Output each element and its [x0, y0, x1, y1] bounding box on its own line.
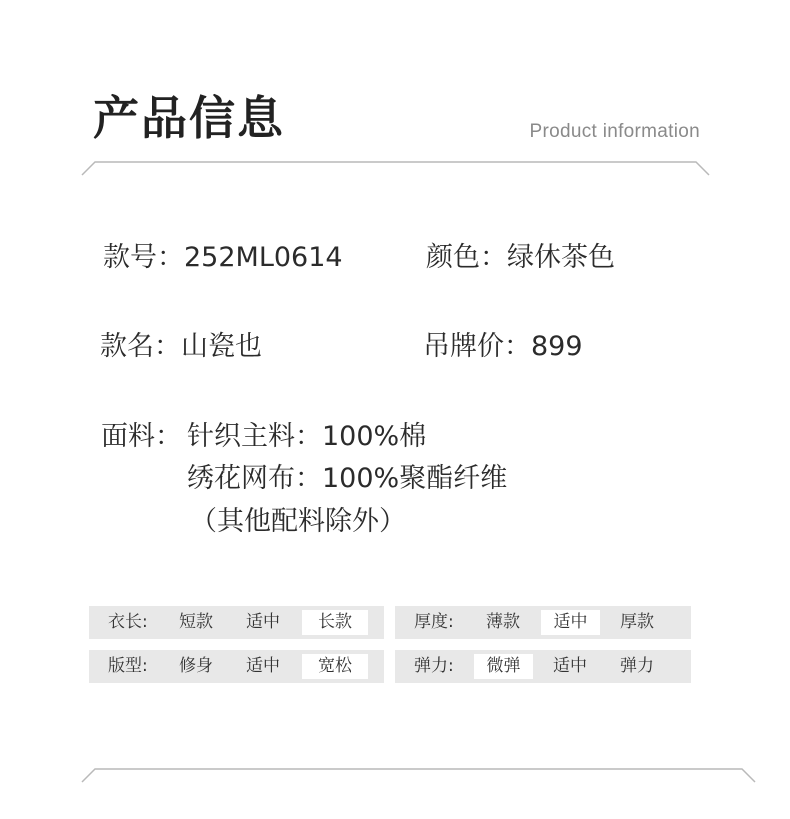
style-no-field — [103, 240, 343, 276]
attr-row-elasticity — [395, 650, 691, 683]
length-option-medium: 适中 — [246, 612, 280, 632]
length-option-short: 短款 — [179, 612, 213, 632]
color-label: 颜色： — [426, 242, 507, 273]
thickness-label: 厚度: — [414, 612, 454, 632]
fit-option-slim: 修身 — [179, 656, 213, 676]
fit-option-loose-selected: 宽松 — [302, 654, 368, 679]
elasticity-option-stretch: 弹力 — [620, 656, 654, 676]
style-name-value: 山瓷也 — [181, 331, 262, 362]
style-no-value: 252ML0614 — [184, 242, 343, 273]
style-name-field — [100, 329, 262, 365]
bottom-divider — [0, 765, 790, 785]
fabric-note: （其他配料除外） — [190, 506, 406, 537]
style-name-label: 款名： — [100, 331, 181, 362]
thickness-option-thick: 厚款 — [620, 612, 654, 632]
elasticity-option-slight-selected: 微弹 — [474, 654, 533, 679]
color-value: 绿休茶色 — [507, 242, 615, 273]
page-subtitle: Product information — [529, 121, 700, 142]
attr-row-fit — [89, 650, 384, 683]
elasticity-label: 弹力: — [414, 656, 454, 676]
page-title: 产品信息 — [93, 91, 285, 145]
attr-row-thickness — [395, 606, 691, 639]
fit-label: 版型: — [108, 656, 148, 676]
fabric-label: 面料： — [101, 421, 182, 452]
style-no-label: 款号： — [103, 242, 184, 273]
thickness-option-medium-selected: 适中 — [541, 610, 600, 635]
color-field — [426, 240, 615, 276]
fabric-line-main: 针织主料：100%棉 — [187, 421, 427, 452]
elasticity-option-medium: 适中 — [553, 656, 587, 676]
tag-price-value: 899 — [531, 331, 583, 362]
thickness-option-thin: 薄款 — [486, 612, 520, 632]
attr-row-length — [89, 606, 384, 639]
tag-price-field — [423, 329, 583, 365]
length-option-long-selected: 长款 — [302, 610, 368, 635]
fit-option-medium: 适中 — [246, 656, 280, 676]
tag-price-label: 吊牌价： — [423, 331, 531, 362]
top-divider — [0, 158, 790, 178]
fabric-line-mesh: 绣花网布：100%聚酯纤维 — [187, 463, 508, 494]
length-label: 衣长: — [108, 612, 148, 632]
